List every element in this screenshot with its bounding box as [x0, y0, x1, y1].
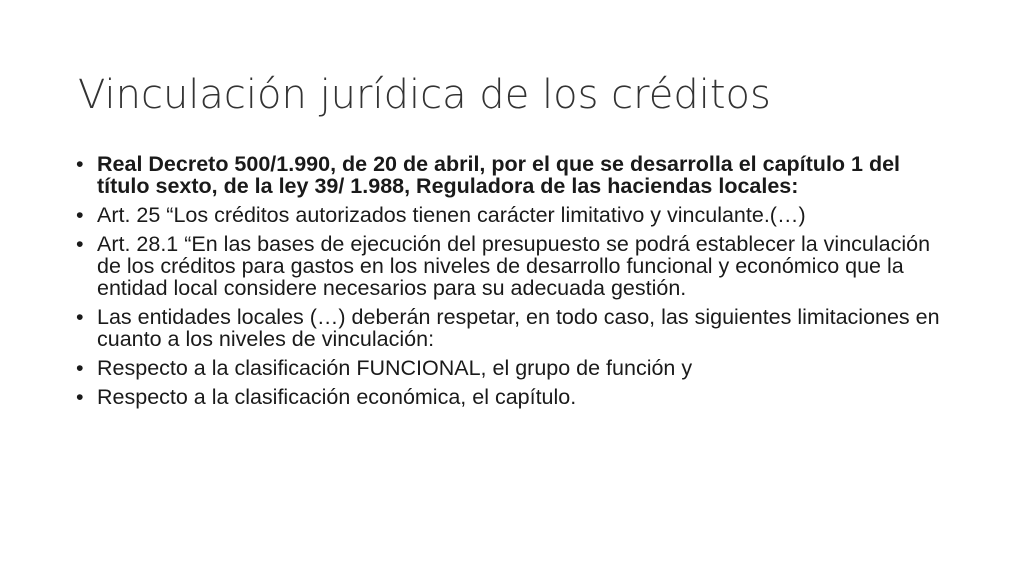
slide-title: Vinculación jurídica de los créditos — [78, 72, 771, 118]
bullet-text: Respecto a la clasificación FUNCIONAL, el grupo de función y — [97, 356, 693, 380]
bullet-dot-icon: • — [76, 232, 84, 256]
bullet-item-art-25 — [76, 204, 956, 226]
bullet-dot-icon: • — [76, 356, 84, 380]
bullet-text: Respecto a la clasificación económica, el capítulo. — [97, 385, 577, 409]
bullet-item-clasificacion-funcional — [76, 357, 956, 379]
bullet-dot-icon: • — [76, 305, 84, 329]
bullet-text: Art. 28.1 “En las bases de ejecución del presupuesto se podrá establecer la vinculación de los créditos para gastos en los niveles de desarrollo funcional y económico que la entidad local considere necesarios para su adecuada gestión. — [97, 232, 931, 300]
bullet-text: Real Decreto 500/1.990, de 20 de abril, por el que se desarrolla el capítulo 1 del título sexto, de la ley 39/ 1.988, Reguladora de las haciendas locales: — [97, 152, 901, 198]
bullet-dot-icon: • — [76, 152, 84, 176]
bullet-item-entidades-locales — [76, 306, 956, 350]
bullet-dot-icon: • — [76, 385, 84, 409]
bullet-list — [76, 153, 956, 415]
bullet-item-art-28-1 — [76, 233, 956, 299]
bullet-dot-icon: • — [76, 203, 84, 227]
bullet-item-clasificacion-economica — [76, 386, 956, 408]
bullet-text: Las entidades locales (…) deberán respetar, en todo caso, las siguientes limitaciones en cuanto a los niveles de vinculación: — [97, 305, 940, 351]
bullet-item-real-decreto — [76, 153, 956, 197]
bullet-text: Art. 25 “Los créditos autorizados tienen carácter limitativo y vinculante.(…) — [97, 203, 806, 227]
